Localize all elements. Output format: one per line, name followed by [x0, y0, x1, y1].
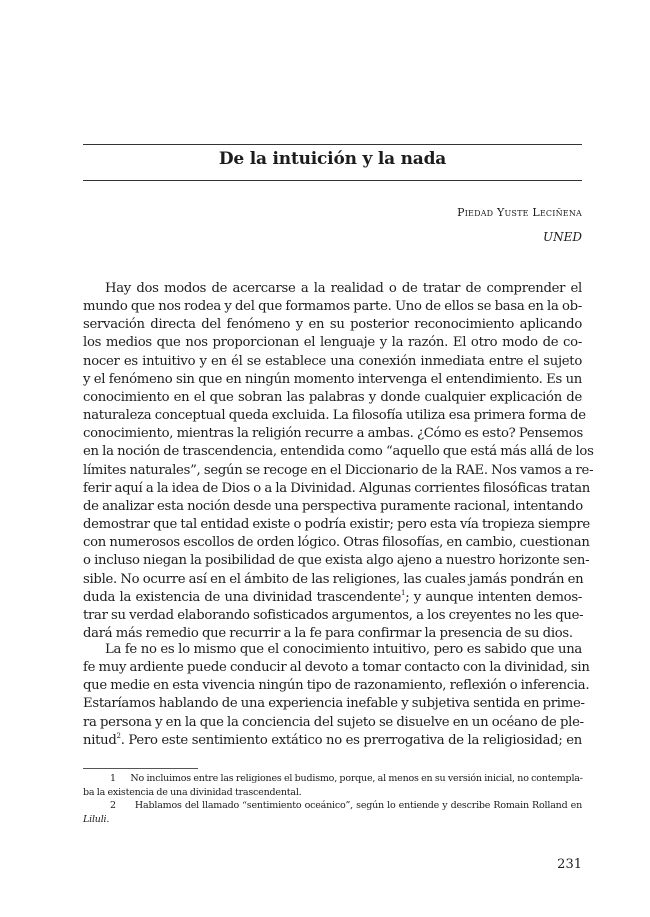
paragraph-line: y el fenómeno sin que en ningún momento intervenga el entendimiento. Es un — [83, 371, 582, 387]
paragraph-line: nocer es intuitivo y en él se establece una conexión inmediata entre el sujeto — [83, 353, 582, 369]
author-name: Piedad Yuste Leciñena — [457, 206, 582, 219]
paragraph-line: los medios que nos proporcionan el lenguaje y la razón. El otro modo de co- — [83, 335, 582, 351]
paragraph-line: en la noción de trascendencia, entendida como “aquello que está más allá de los — [83, 444, 594, 460]
title-top-rule — [83, 144, 582, 145]
paragraph-line: con numerosos escollos de orden lógico. Otras filosofías, en cambio, cuestionan — [83, 535, 590, 551]
article-title: De la intuición y la nada — [218, 149, 447, 169]
paragraph-line — [83, 589, 582, 607]
footnote-text: No incluimos entre las religiones el budismo, porque, al menos en su versión inicial, no contempla- — [130, 773, 583, 784]
paragraph-line: conocimiento, mientras la religión recurre a ambas. ¿Cómo es esto? Pensemos — [83, 426, 583, 442]
footnote-ref-2[interactable]: 2 — [116, 731, 121, 740]
footnote-ref-1[interactable]: 1 — [401, 588, 406, 597]
author-affiliation: UNED — [543, 230, 582, 244]
footnote-1 — [83, 772, 582, 799]
body-paragraph — [83, 280, 594, 643]
line-text: ; y aunque intenten demos- — [405, 589, 582, 605]
page-number: 231 — [557, 857, 582, 872]
title-bottom-rule — [83, 180, 582, 181]
footnote-line: ba la existencia de una divinidad trascendental. — [83, 786, 302, 798]
footnote-number-text: 1 — [110, 773, 116, 784]
work-title: Liluli — [83, 813, 107, 825]
paragraph-line: mundo que nos rodea y del que formamos parte. Uno de ellos se basa en la ob- — [83, 299, 582, 315]
paragraph-line: ra persona y en la que la conciencia del sujeto se disuelve en un océano de ple- — [83, 714, 584, 730]
paragraph-line: de analizar esta noción desde una perspectiva puramente racional, intentando — [83, 498, 583, 514]
paragraph-line: servación directa del fenómeno y en su posterior reconocimiento aplicando — [83, 317, 582, 333]
footnote-2 — [83, 799, 582, 826]
footnote-separator — [83, 768, 198, 769]
paragraph-line: que medie en esta vivencia ningún tipo de razonamiento, reflexión o inferencia. — [83, 678, 590, 694]
paragraph-line: conocimiento en el que sobran las palabras y donde cualquier explicación de — [83, 389, 582, 405]
footnote-line — [83, 799, 582, 813]
footnote-text: . — [106, 813, 110, 825]
paragraph-line: fe muy ardiente puede conducir al devoto a tomar contacto con la divinidad, sin — [83, 660, 590, 676]
paragraph-line: demostrar que tal entidad existe o podría existir; pero esta vía tropieza siempre — [83, 517, 590, 533]
paragraph-line: Estaríamos hablando de una experiencia inefable y subjetiva sentida en prime- — [83, 696, 585, 712]
paragraph-line: trar su verdad elaborando sofisticados argumentos, a los creyentes no les que- — [83, 607, 584, 623]
body-paragraph — [83, 641, 590, 750]
line-text: . Pero este sentimiento extático no es prerrogativa de la religiosidad; en — [120, 732, 582, 748]
paragraph-line: ferir aquí a la idea de Dios o a la Divinidad. Algunas corrientes filosóficas tratan — [83, 480, 591, 496]
paragraph-line: naturaleza conceptual queda excluida. La filosofía utiliza esa primera forma de — [83, 408, 586, 424]
footnote-number-text: 2 — [110, 800, 116, 811]
footnote-line — [83, 772, 582, 786]
paragraph-line: dará más remedio que recurrir a la fe para confirmar la presencia de su dios. — [83, 625, 573, 641]
footnote-text: Hablamos del llamado “sentimiento oceánico”, según lo entiende y describe Romain Rolland en — [134, 800, 582, 811]
paragraph-line: límites naturales”, según se recoge en el Diccionario de la RAE. Nos vamos a re- — [83, 462, 594, 478]
paragraph-line: sible. No ocurre así en el ámbito de las religiones, las cuales jamás pondrán en — [83, 571, 584, 587]
paragraph-line: La fe no es lo mismo que el conocimiento intuitivo, pero es sabido que una — [105, 642, 582, 657]
paragraph-line: Hay dos modos de acercarse a la realidad o de tratar de comprender el — [105, 281, 582, 296]
line-text: duda la existencia de una divinidad trascendente — [83, 589, 401, 605]
paragraph-line — [83, 732, 582, 750]
paragraph-line: o incluso niegan la posibilidad de que exista algo ajeno a nuestro horizonte sen- — [83, 553, 590, 569]
footnote-line — [83, 813, 582, 827]
line-text: nitud — [83, 732, 117, 748]
